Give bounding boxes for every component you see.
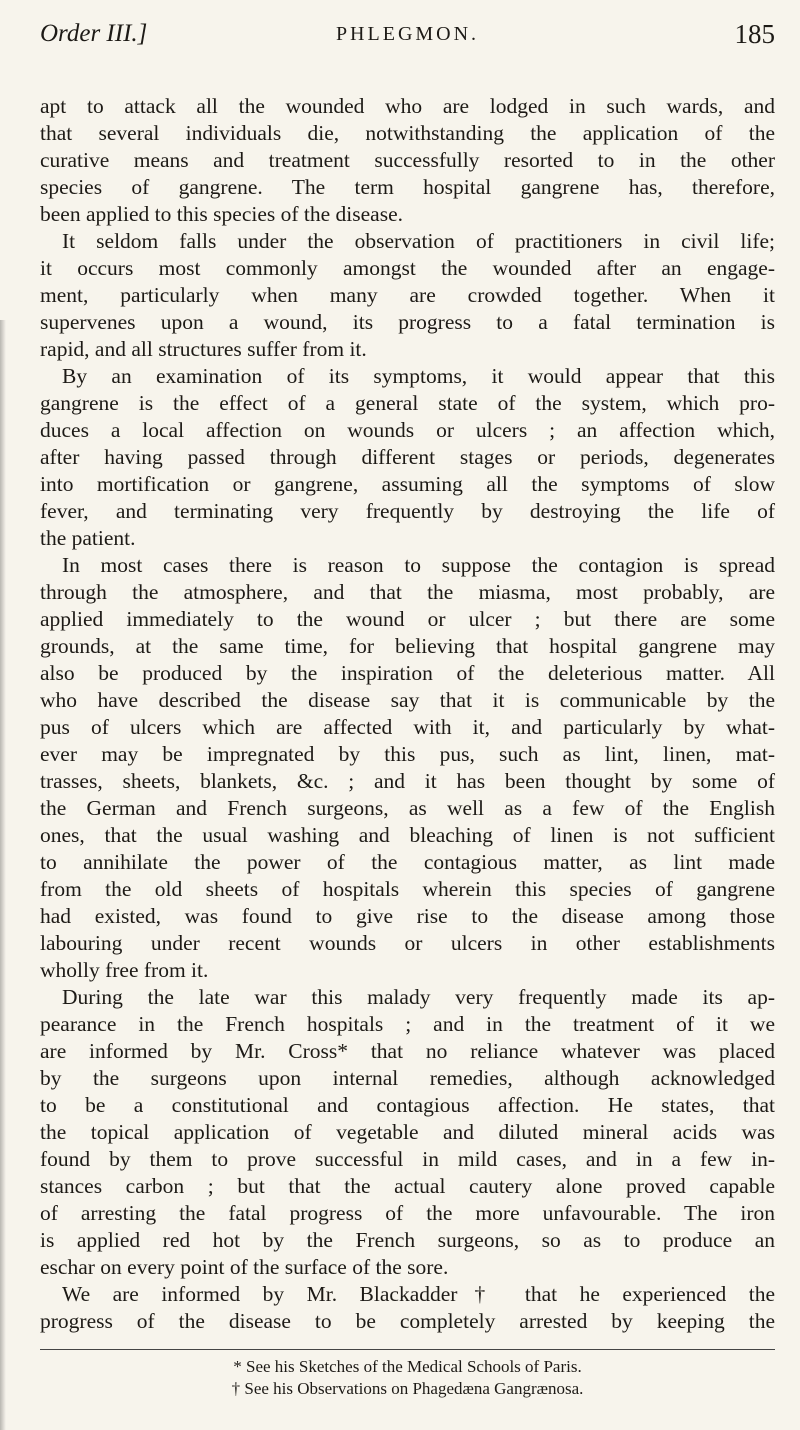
text-line: the German and French surgeons, as well as a few of the English: [40, 796, 775, 820]
text-line: had existed, was found to give rise to the disease among those: [40, 904, 775, 928]
running-header: [40, 14, 775, 54]
text-line: it occurs most commonly amongst the wounded after an engage-: [40, 256, 775, 280]
text-line: We are informed by Mr. Blackadder† that he experienced the: [62, 1282, 775, 1306]
text-line: to annihilate the power of the contagious matter, as lint made: [40, 850, 775, 874]
footnote-1: * See his Sketches of the Medical Schools of Paris.: [233, 1357, 582, 1376]
text-line: grounds, at the same time, for believing that hospital gangrene may: [40, 634, 775, 658]
text-line: gangrene is the effect of a general state of the system, which pro-: [40, 391, 775, 415]
text-line: supervenes upon a wound, its progress to a fatal termination is: [40, 310, 775, 334]
text-line: ever may be impregnated by this pus, such as lint, linen, mat-: [40, 742, 775, 766]
text-line: from the old sheets of hospitals wherein this species of gangrene: [40, 877, 775, 901]
text-line: ment, particularly when many are crowded together. When it: [40, 283, 775, 307]
text-line: stances carbon ; but that the actual cautery alone proved capable: [40, 1174, 775, 1198]
page-edge-shadow: [0, 320, 6, 1430]
text-line: applied immediately to the wound or ulcer ; but there are some: [40, 607, 775, 631]
footnote-rule: [40, 1349, 775, 1350]
text-line: been applied to this species of the disease.: [40, 202, 404, 226]
text-line: duces a local affection on wounds or ulcers ; an affection which,: [40, 418, 775, 442]
text-line: By an examination of its symptoms, it would appear that this: [62, 364, 775, 388]
text-line: In most cases there is reason to suppose the contagion is spread: [62, 553, 775, 577]
text-line: progress of the disease to be completely arrested by keeping the: [40, 1309, 775, 1333]
text-line: wholly free from it.: [40, 958, 209, 982]
text-line: of arresting the fatal progress of the more unfavourable. The iron: [40, 1201, 775, 1225]
text-line: who have described the disease say that it is communicable by the: [40, 688, 775, 712]
text-line: labouring under recent wounds or ulcers in other establishments: [40, 931, 775, 955]
text-line: curative means and treatment successfully resorted to in the other: [40, 148, 775, 172]
text-line: also be produced by the inspiration of the deleterious matter. All: [40, 661, 775, 685]
text-line: apt to attack all the wounded who are lodged in such wards, and: [40, 94, 775, 118]
text-line: through the atmosphere, and that the miasma, most probably, are: [40, 580, 775, 604]
footnotes: [40, 1356, 775, 1400]
text-line: species of gangrene. The term hospital gangrene has, therefore,: [40, 175, 775, 199]
text-line: the patient.: [40, 526, 136, 550]
text-line: ones, that the usual washing and bleaching of linen is not sufficient: [40, 823, 775, 847]
text-line: fever, and terminating very frequently by destroying the life of: [40, 499, 775, 523]
text-line: is applied red hot by the French surgeons, so as to produce an: [40, 1228, 775, 1252]
text-line: after having passed through different stages or periods, degenerates: [40, 445, 775, 469]
text-line: eschar on every point of the surface of the sore.: [40, 1255, 449, 1279]
text-line: During the late war this malady very frequently made its ap-: [62, 985, 775, 1009]
header-title: PHLEGMON.: [335, 23, 480, 45]
body-text: [40, 93, 775, 1335]
text-line: It seldom falls under the observation of practitioners in civil life;: [62, 229, 775, 253]
text-line: are informed by Mr. Cross* that no reliance whatever was placed: [40, 1039, 775, 1063]
text-line: rapid, and all structures suffer from it.: [40, 337, 367, 361]
text-line: into mortification or gangrene, assuming all the symptoms of slow: [40, 472, 775, 496]
text-line: that several individuals die, notwithstanding the application of the: [40, 121, 775, 145]
header-section-label: Order III.]: [40, 20, 148, 47]
text-line: pearance in the French hospitals ; and in the treatment of it we: [40, 1012, 775, 1036]
footnote-2: † See his Observations on Phagedæna Gangrænosa.: [231, 1379, 584, 1398]
text-line: found by them to prove successful in mild cases, and in a few in-: [40, 1147, 775, 1171]
text-line: by the surgeons upon internal remedies, although acknowledged: [40, 1066, 775, 1090]
page-number: 185: [734, 19, 775, 49]
text-line: pus of ulcers which are affected with it, and particularly by what-: [40, 715, 775, 739]
text-line: to be a constitutional and contagious affection. He states, that: [40, 1093, 775, 1117]
text-line: the topical application of vegetable and diluted mineral acids was: [40, 1120, 775, 1144]
text-line: trasses, sheets, blankets, &c. ; and it has been thought by some of: [40, 769, 775, 793]
